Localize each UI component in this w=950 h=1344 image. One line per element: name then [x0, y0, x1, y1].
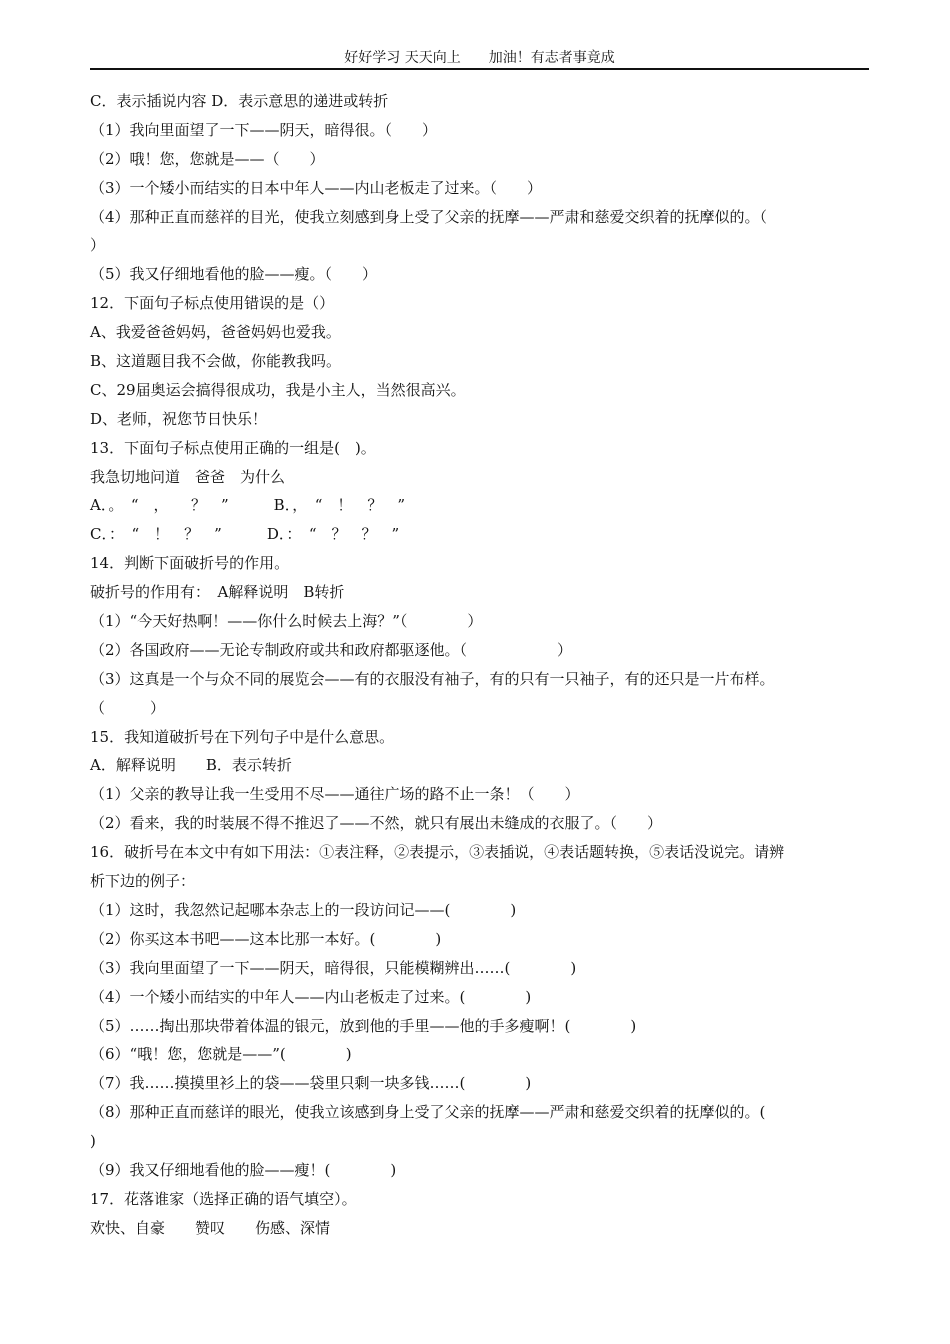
- text-line: （2）看来，我的时装展不得不推迟了——不然，就只有展出未缝成的衣服了。（ ）: [90, 814, 663, 833]
- text-line: （4）一个矮小而结实的中年人——内山老板走了过来。( ): [90, 987, 532, 1006]
- text-line: A．。 “ ， ？ ” B．， “ ！ ？ ”: [90, 496, 406, 515]
- text-line: （8）那种正直而慈详的眼光，使我立该感到身上受了父亲的抚摩——严肃和慈爱交织着的抚摩似的。(: [90, 1103, 766, 1122]
- text-line: 析下边的例子：: [90, 872, 196, 891]
- question-16-title: 16．破折号在本文中有如下用法：①表注释，②表提示，③表插说，④表话题转换，⑤表话没说完。请辨: [90, 843, 785, 862]
- text-line: （1）“今天好热啊！——你什么时候去上海？”（ ）: [90, 612, 483, 631]
- text-line: （1）父亲的教导让我一生受用不尽——通往广场的路不止一条！（ ）: [90, 785, 580, 804]
- text-line: （1）我向里面望了一下——阴天，暗得很。（ ）: [90, 120, 438, 139]
- question-17-title: 17．花落谁家（选择正确的语气填空）。: [90, 1189, 357, 1208]
- text-line: ）: [90, 236, 106, 255]
- text-line: 我急切地问道 爸爸 为什么: [90, 467, 286, 486]
- text-line: （7）我……摸摸里衫上的袋——袋里只剩一块多钱……( ): [90, 1074, 532, 1093]
- question-15-title: 15．我知道破折号在下列句子中是什么意思。: [90, 727, 395, 746]
- text-line: A．解释说明 B．表示转折: [90, 756, 292, 775]
- text-line: 欢快、自豪 赞叹 伤感、深情: [90, 1218, 331, 1237]
- header-motto-left: 好好学习 天天向上: [344, 50, 461, 66]
- text-line: C、29届奥运会搞得很成功，我是小主人，当然很高兴。: [90, 380, 466, 399]
- text-line: （5）……掏出那块带着体温的银元，放到他的手里——他的手多瘦啊！( ): [90, 1016, 637, 1035]
- text-line: （3）我向里面望了一下——阴天，暗得很，只能模糊辨出……( ): [90, 958, 577, 977]
- text-line: （6）“哦！您，您就是——”( ): [90, 1045, 352, 1064]
- text-line: （9）我又仔细地看他的脸——瘦！( ): [90, 1160, 397, 1179]
- question-13-title: 13．下面句子标点使用正确的一组是( )。: [90, 438, 376, 457]
- text-line: （2）你买这本书吧——这本比那一本好。( ): [90, 929, 442, 948]
- text-line: （3）这真是一个与众不同的展览会——有的衣服没有袖子，有的只有一只袖子，有的还只是一片布样。: [90, 669, 775, 688]
- text-line: （ ）: [90, 698, 166, 717]
- text-line: （2）哦！您，您就是——（ ）: [90, 149, 325, 168]
- text-line: （4）那种正直而慈祥的目光，使我立刻感到身上受了父亲的抚摩——严肃和慈爱交织着的抚摩似的。（: [90, 207, 768, 226]
- text-line: （1）这时，我忽然记起哪本杂志上的一段访问记——( ): [90, 900, 517, 919]
- text-line: B、这道题目我不会做，你能教我吗。: [90, 352, 342, 371]
- question-12-title: 12．下面句子标点使用错误的是（）: [90, 294, 335, 313]
- text-line: 破折号的作用有： A解释说明 B转折: [90, 583, 345, 602]
- text-line: ): [90, 1132, 96, 1151]
- text-line: D、老师，祝您节日快乐！: [90, 409, 268, 428]
- text-line: （5）我又仔细地看他的脸——瘦。（ ）: [90, 265, 378, 284]
- text-line: （3）一个矮小而结实的日本中年人——内山老板走了过来。（ ）: [90, 178, 543, 197]
- question-14-title: 14．判断下面破折号的作用。: [90, 554, 290, 573]
- header-motto-right: 加油！有志者事竟成: [488, 50, 615, 66]
- text-line: C．： “ ！ ？ ” D．： “ ？ ？ ”: [90, 525, 400, 544]
- text-line: （2）各国政府——无论专制政府或共和政府都驱逐他。（ ）: [90, 640, 573, 659]
- text-line: C．表示插说内容 D．表示意思的递进或转折: [90, 92, 389, 110]
- page-header: [90, 48, 869, 70]
- worksheet-body: [90, 87, 875, 1243]
- text-line: A、我爱爸爸妈妈，爸爸妈妈也爱我。: [90, 323, 341, 342]
